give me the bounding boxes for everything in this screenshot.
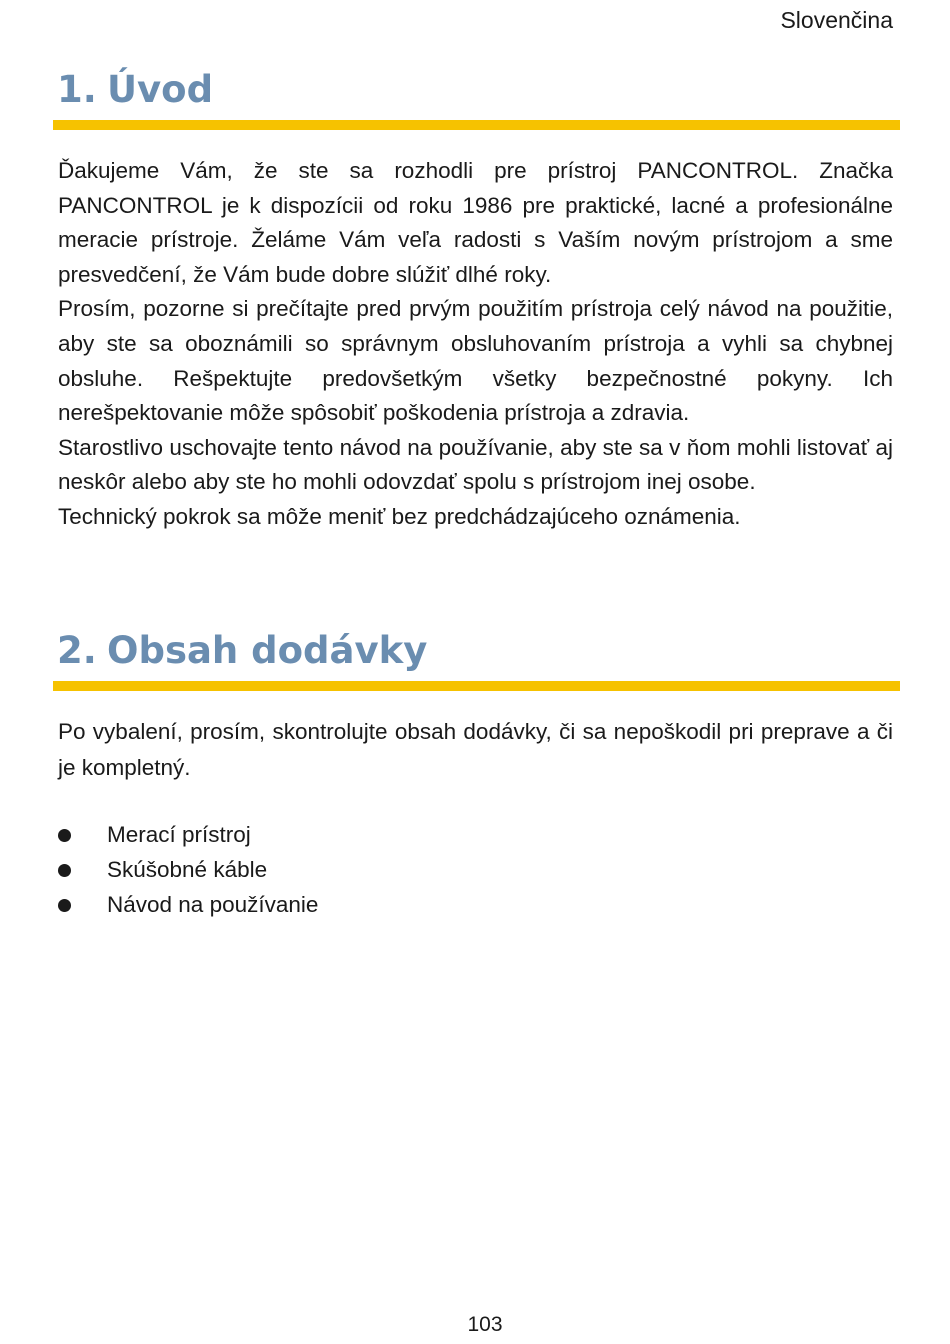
language-label: Slovenčina	[780, 7, 893, 33]
list-item	[58, 888, 893, 923]
page-number: 103	[467, 1313, 503, 1336]
section-number: 1.	[57, 68, 97, 111]
list-item-label: Návod na používanie	[107, 891, 319, 917]
paragraph: Prosím, pozorne si prečítajte pred prvým použitím prístroja celý návod na použitie, aby ste sa oboznámili so správnym obsluhovaním prístroja a vyhli sa chybnej obsluhe. Rešpektujte predovšetkým všetky bezpečnostné pokyny. Ich nerešpektovanie môže spôsobiť poškodenia prístroja a zdravia.	[58, 296, 893, 426]
heading-rule	[53, 681, 900, 691]
section-number: 2.	[57, 629, 97, 672]
list-item-label: Merací prístroj	[107, 822, 251, 847]
heading-rule	[53, 120, 900, 130]
delivery-body	[58, 714, 893, 786]
paragraph: Technický pokrok sa môže meniť bez predchádzajúceho oznámenia.	[58, 503, 741, 529]
paragraph: Ďakujeme Vám, že ste sa rozhodli pre prístroj PANCONTROL. Značka PANCONTROL je k dispozícii od roku 1986 pre praktické, lacné a profesionálne meracie prístroje. Želáme Vám veľa radosti s Vaším novým prístrojom a sme presvedčení, že Vám bude dobre slúžiť dlhé roky.	[58, 158, 893, 287]
delivery-list	[58, 818, 893, 922]
bullet-icon	[58, 899, 71, 912]
section-heading-intro	[57, 68, 213, 112]
list-item	[58, 853, 893, 888]
list-item	[58, 818, 893, 853]
paragraph: Starostlivo uschovajte tento návod na používanie, aby ste sa v ňom mohli listovať aj neskôr alebo aby ste ho mohli odovzdať spolu s prístrojom inej osobe.	[58, 434, 893, 495]
bullet-icon	[58, 864, 71, 877]
paragraph: Po vybalení, prosím, skontrolujte obsah dodávky, či sa nepoškodil pri preprave a či je kompletný.	[58, 719, 893, 780]
intro-body	[58, 154, 893, 535]
section-title: Obsah dodávky	[107, 629, 428, 672]
section-heading-delivery	[57, 629, 427, 673]
list-item-label: Skúšobné káble	[107, 856, 268, 882]
section-title: Úvod	[107, 68, 214, 111]
bullet-icon	[58, 829, 71, 842]
